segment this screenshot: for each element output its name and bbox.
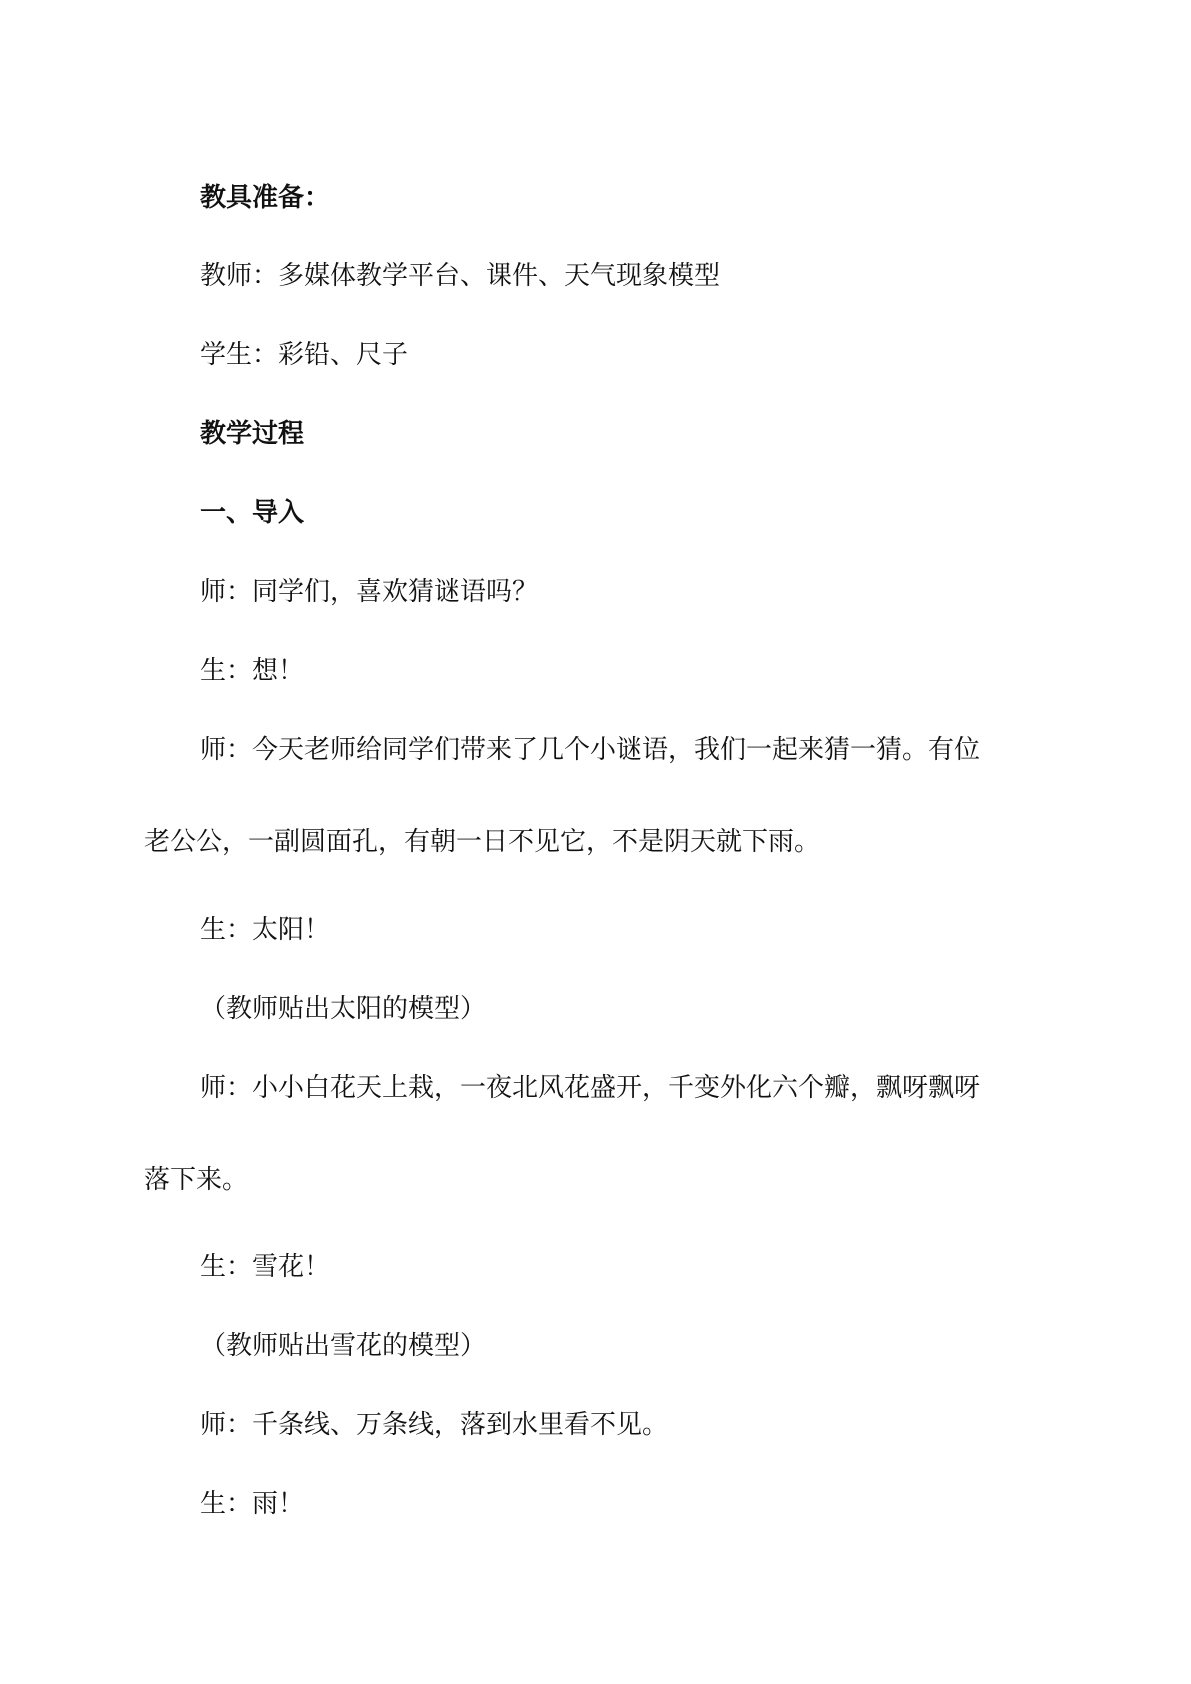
heading-introduction: 一、导入 — [200, 498, 305, 528]
paragraph-note-snow-model: （教师贴出雪花的模型） — [200, 1331, 487, 1361]
paragraph-riddle-rain: 师：千条线、万条线，落到水里看不见。 — [200, 1410, 669, 1440]
paragraph-riddle-sun-line2: 老公公，一副圆面孔，有朝一日不见它，不是阴天就下雨。 — [144, 827, 821, 857]
paragraph-student-answer: 生：想！ — [200, 656, 305, 686]
paragraph-answer-rain: 生：雨！ — [200, 1489, 305, 1519]
heading-teaching-process: 教学过程 — [200, 419, 305, 449]
paragraph-note-sun-model: （教师贴出太阳的模型） — [200, 994, 487, 1024]
paragraph-teacher-materials: 教师：多媒体教学平台、课件、天气现象模型 — [200, 261, 721, 291]
heading-teaching-aids: 教具准备： — [200, 183, 331, 213]
paragraph-answer-sun: 生：太阳！ — [200, 915, 331, 945]
paragraph-student-materials: 学生：彩铅、尺子 — [200, 340, 409, 370]
paragraph-riddle-snow-line1: 师：小小白花天上栽，一夜北风花盛开，千变外化六个瓣，飘呀飘呀 — [200, 1073, 981, 1103]
paragraph-teacher-question: 师：同学们，喜欢猜谜语吗？ — [200, 577, 539, 607]
paragraph-riddle-sun-line1: 师：今天老师给同学们带来了几个小谜语，我们一起来猜一猜。有位 — [200, 735, 981, 765]
paragraph-answer-snow: 生：雪花！ — [200, 1252, 331, 1282]
paragraph-riddle-snow-line2: 落下来。 — [144, 1165, 249, 1195]
